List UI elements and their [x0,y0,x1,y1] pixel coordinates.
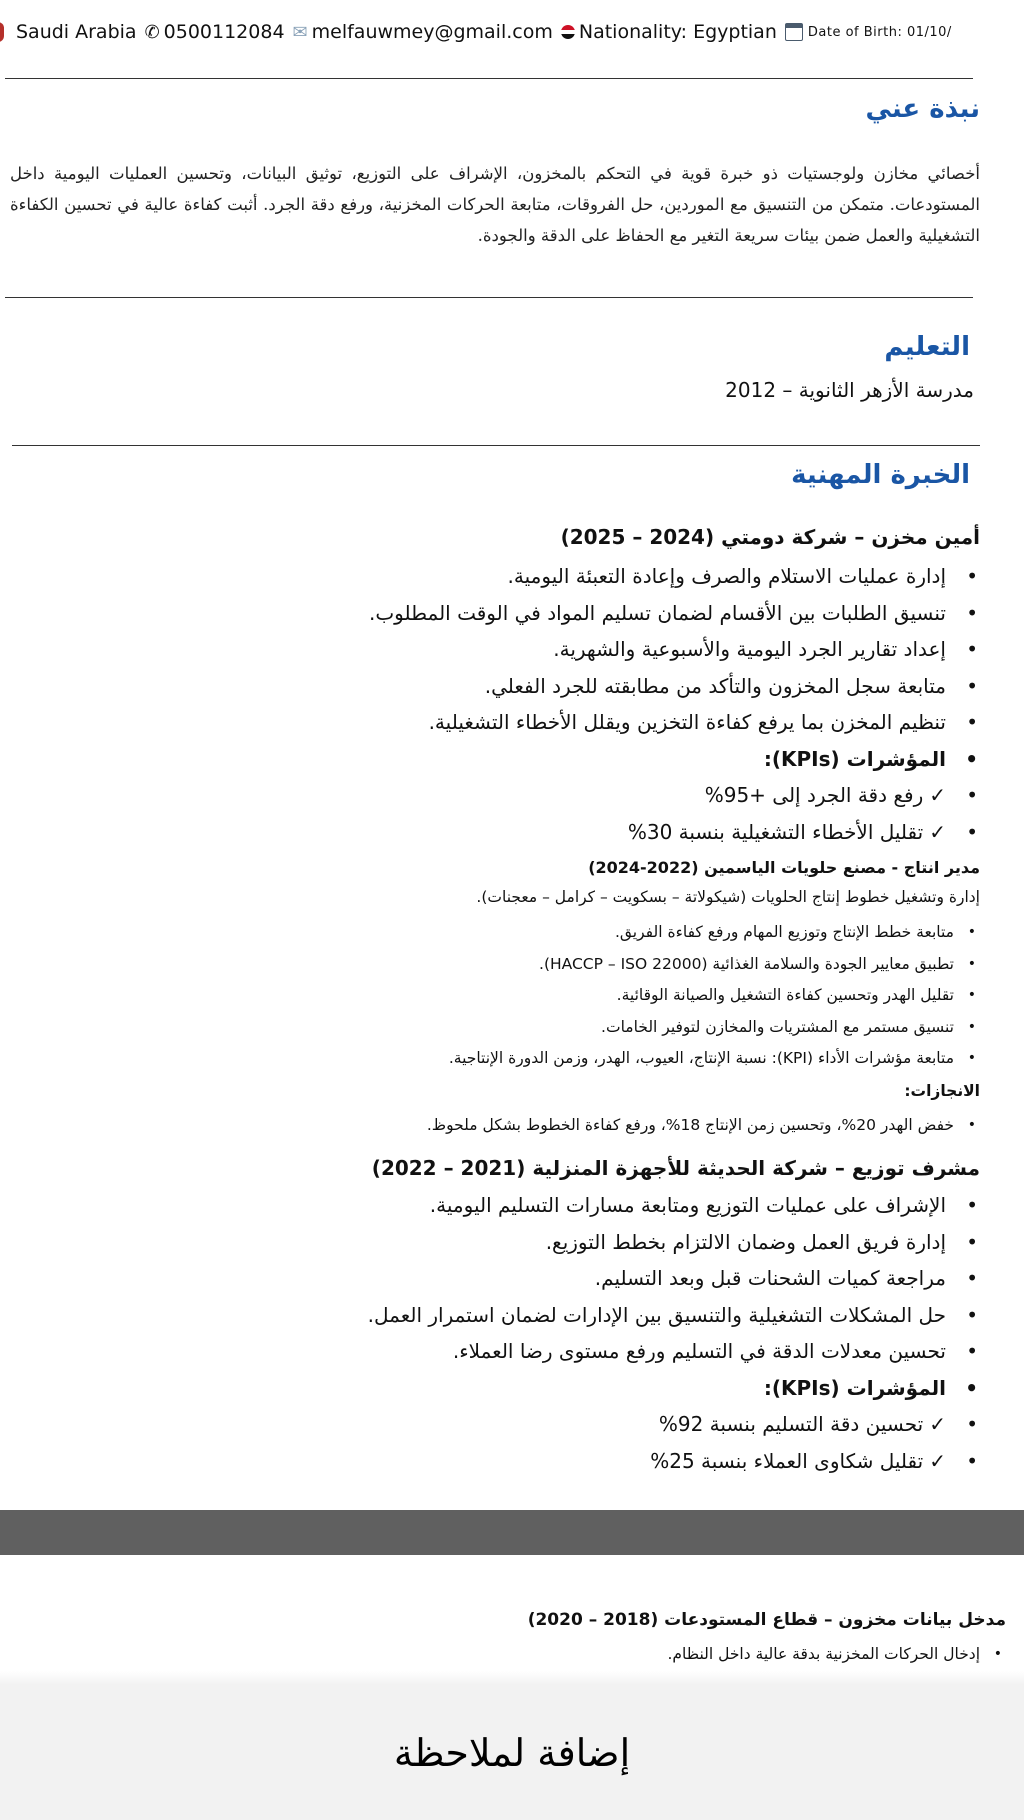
job2-description: إدارة وتشغيل خطوط إنتاج الحلويات (شيكولاتة – بسكويت – كرامل – معجنات). [476,888,980,906]
job3-title: مشرف توزيع – شركة الحديثة للأجهزة المنزلية (2021 – 2022) [371,1156,980,1180]
list-item: • متابعة خطط الإنتاج وتوزيع المهام ورفع كفاءة الفريق. [449,917,980,949]
phone-icon: ✆ [144,21,160,43]
list-item: • تقليل الهدر وتحسين كفاءة التشغيل والصيانة الوقائية. [449,980,980,1012]
education-entry: مدرسة الأزهر الثانوية – 2012 [725,378,974,402]
list-item: • تنسيق الطلبات بين الأقسام لضمان تسليم المواد في الوقت المطلوب. [369,595,980,632]
list-item: • المؤشرات (KPIs): [369,741,980,778]
list-item: • تنسيق مستمر مع المشتريات والمخازن لتوفير الخامات. [449,1012,980,1044]
kpi-item [369,777,980,814]
phone-item [145,21,285,43]
country: Saudi Arabia [16,21,137,43]
list-item: • إدارة فريق العمل وضمان الالتزام بخطط التوزيع. [368,1224,980,1261]
list-item: • إعداد تقارير الجرد اليومية والأسبوعية والشهرية. [369,631,980,668]
experience-title: الخبرة المهنية [791,460,970,490]
dob-item [785,23,952,41]
kpi-text: تقليل الأخطاء التشغيلية بنسبة 30% [627,819,924,844]
check-icon: ✓ [929,783,946,807]
add-note-bar[interactable] [0,1685,1024,1820]
kpi-text: تقليل شكاوى العملاء بنسبة 25% [650,1448,924,1473]
email-address: melfauwmey@gmail.com [311,21,553,43]
kpi-item [369,814,980,851]
kpi-item [368,1406,980,1443]
email-icon: ✉ [292,21,308,43]
list-item: • حل المشكلات التشغيلية والتنسيق بين الإدارات لضمان استمرار العمل. [368,1297,980,1334]
calendar-icon [785,23,803,41]
add-note-button[interactable]: إضافة لملاحظة [393,1730,631,1775]
job4-title: مدخل بيانات مخزون – قطاع المستودعات (2018 – 2020) [527,1610,1006,1630]
list-item: • خفض الهدر 20%، وتحسين زمن الإنتاج 18%، ورفع كفاءة الخطوط بشكل ملحوظ. [427,1110,980,1142]
list-item: • المؤشرات (KPIs): [368,1370,980,1407]
job2-bullets [449,917,980,1075]
kpi-item [368,1443,980,1480]
check-icon: ✓ [929,1412,946,1436]
job2-achievements [427,1110,980,1142]
job4-bullets [667,1639,1006,1671]
job3-bullets [368,1187,980,1479]
nationality-item [561,21,777,43]
kpi-text: تحسين دقة التسليم بنسبة 92% [658,1412,924,1436]
divider [5,297,973,298]
achievements-label: الانجازات: [904,1082,980,1100]
egypt-flag-icon [561,25,575,39]
list-item: • متابعة سجل المخزون والتأكد من مطابقته للجرد الفعلي. [369,668,980,705]
page-separator [0,1510,1024,1555]
list-item: • مراجعة كميات الشحنات قبل وبعد التسليم. [368,1260,980,1297]
list-item: • تحسين معدلات الدقة في التسليم ورفع مستوى رضا العملاء. [368,1333,980,1370]
divider [5,78,973,79]
list-item: • متابعة مؤشرات الأداء (KPI): نسبة الإنتاج، العيوب، الهدر، وزمن الدورة الإنتاجية. [449,1043,980,1075]
fade-overlay [0,1671,1024,1685]
list-item: • إدارة عمليات الاستلام والصرف وإعادة التعبئة اليومية. [369,558,980,595]
check-icon: ✓ [929,819,946,844]
job2-title: مدير انتاج - مصنع حلويات الياسمين (2022-2024) [588,858,980,877]
contact-bar [0,0,1024,64]
nationality: Nationality: Egyptian [578,21,777,43]
about-title: نبذة عني [865,94,980,124]
check-icon: ✓ [929,1448,946,1473]
job1-bullets [369,558,980,850]
date-of-birth: Date of Birth: 01/10/ [807,24,952,40]
job1-title: أمين مخزن – شركة دومتي (2024 – 2025) [560,525,980,549]
kpi-text: رفع دقة الجرد إلى +95% [704,783,924,807]
resume-page-2 [0,1555,1024,1685]
list-item: • تنظيم المخزن بما يرفع كفاءة التخزين ويقلل الأخطاء التشغيلية. [369,704,980,741]
list-item: • تطبيق معايير الجودة والسلامة الغذائية (HACCP – ISO 22000). [449,949,980,981]
email-item [293,21,553,43]
phone-number: 0500112084 [163,21,285,43]
about-text: أخصائي مخازن ولوجستيات ذو خبرة قوية في التحكم بالمخزون، الإشراف على التوزيع، توثيق البيانات، وتحسين العمليات اليومية داخل المستودعات. متمكن من التنسيق مع الموردين، حل الفروقات، متابعة الحركات المخزنية، ورفع دقة الجرد. أثبت كفاءة عالية في تحسين الكفاءة التشغيلية والعمل ضمن بيئات سريعة التغير مع الحفاظ على الدقة والجودة. [10,164,980,245]
education-title: التعليم [884,332,970,362]
list-item: • الإشراف على عمليات التوزيع ومتابعة مسارات التسليم اليومية. [368,1187,980,1224]
divider [12,445,980,446]
list-item: • إدخال الحركات المخزنية بدقة عالية داخل النظام. [667,1639,1006,1671]
